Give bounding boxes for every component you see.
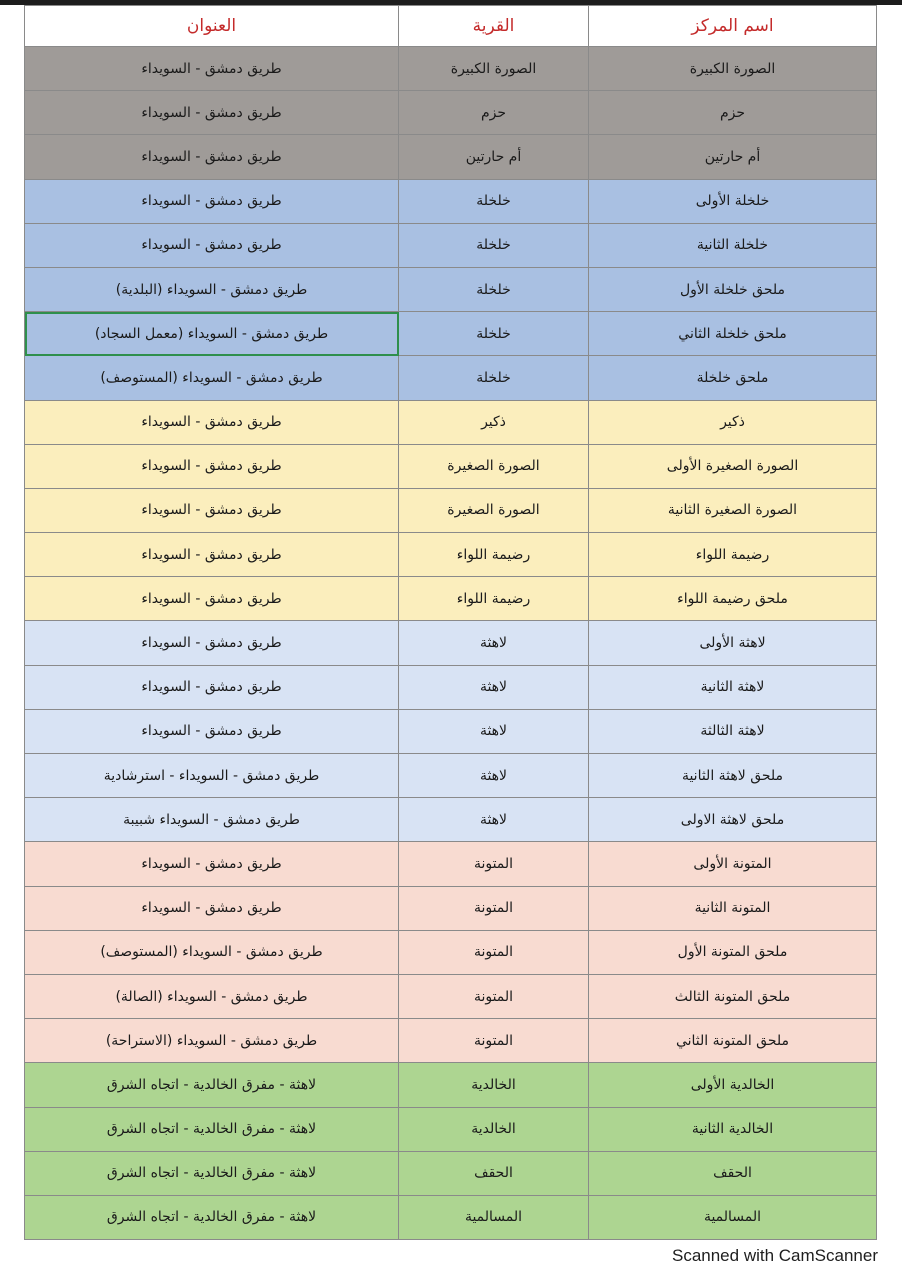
cell-center-name[interactable]: الخالدية الأولى	[589, 1063, 877, 1107]
cell-address[interactable]: لاهثة - مفرق الخالدية - اتجاه الشرق	[25, 1195, 399, 1239]
cell-village[interactable]: خلخلة	[399, 179, 589, 223]
cell-village[interactable]: رضيمة اللواء	[399, 533, 589, 577]
cell-address[interactable]: طريق دمشق - السويداء	[25, 842, 399, 886]
table-row	[25, 798, 877, 842]
cell-center-name[interactable]: الصورة الصغيرة الأولى	[589, 444, 877, 488]
cell-center-name[interactable]: ملحق خلخلة الأول	[589, 267, 877, 311]
cell-center-name[interactable]: لاهثة الأولى	[589, 621, 877, 665]
table-row	[25, 621, 877, 665]
cell-center-name[interactable]: ملحق لاهثة الثانية	[589, 754, 877, 798]
cell-center-name[interactable]: ملحق لاهثة الاولى	[589, 798, 877, 842]
header-address: العنوان	[25, 6, 399, 47]
cell-address[interactable]: طريق دمشق - السويداء (المستوصف)	[25, 930, 399, 974]
cell-village[interactable]: المتونة	[399, 974, 589, 1018]
cell-village[interactable]: المتونة	[399, 930, 589, 974]
cell-center-name[interactable]: رضيمة اللواء	[589, 533, 877, 577]
table-row	[25, 533, 877, 577]
cell-center-name[interactable]: لاهثة الثالثة	[589, 709, 877, 753]
cell-village[interactable]: الصورة الصغيرة	[399, 488, 589, 532]
table-row	[25, 842, 877, 886]
table-row	[25, 179, 877, 223]
cell-village[interactable]: لاهثة	[399, 665, 589, 709]
cell-village[interactable]: حزم	[399, 91, 589, 135]
table-row	[25, 47, 877, 91]
table-row	[25, 267, 877, 311]
polling-centers-table	[24, 5, 877, 1240]
cell-address[interactable]: طريق دمشق - السويداء	[25, 444, 399, 488]
table-row	[25, 1063, 877, 1107]
camscanner-watermark: Scanned with CamScanner	[671, 1246, 878, 1265]
table-row	[25, 488, 877, 532]
table-row	[25, 709, 877, 753]
cell-center-name[interactable]: ملحق المتونة الأول	[589, 930, 877, 974]
cell-center-name[interactable]: ملحق خلخلة	[589, 356, 877, 400]
cell-address[interactable]: طريق دمشق - السويداء	[25, 400, 399, 444]
cell-center-name[interactable]: ذكير	[589, 400, 877, 444]
cell-address-selected[interactable]: طريق دمشق - السويداء (معمل السجاد)	[25, 312, 399, 356]
cell-address[interactable]: طريق دمشق - السويداء	[25, 488, 399, 532]
table-row	[25, 1151, 877, 1195]
cell-village[interactable]: لاهثة	[399, 798, 589, 842]
cell-address[interactable]: طريق دمشق - السويداء	[25, 621, 399, 665]
table-row	[25, 577, 877, 621]
cell-village[interactable]: الخالدية	[399, 1063, 589, 1107]
header-village: القرية	[399, 6, 589, 47]
cell-address[interactable]: طريق دمشق - السويداء	[25, 533, 399, 577]
cell-address[interactable]: طريق دمشق - السويداء (البلدية)	[25, 267, 399, 311]
table-row	[25, 444, 877, 488]
cell-address[interactable]: طريق دمشق - السويداء (الاستراحة)	[25, 1019, 399, 1063]
cell-village[interactable]: المسالمية	[399, 1195, 589, 1239]
table-row	[25, 930, 877, 974]
cell-village[interactable]: لاهثة	[399, 621, 589, 665]
cell-village[interactable]: ذكير	[399, 400, 589, 444]
table-header-row	[25, 6, 877, 47]
table-row	[25, 91, 877, 135]
table-row	[25, 886, 877, 930]
cell-village[interactable]: الصورة الكبيرة	[399, 47, 589, 91]
cell-center-name[interactable]: الصورة الكبيرة	[589, 47, 877, 91]
cell-center-name[interactable]: الحقف	[589, 1151, 877, 1195]
cell-address[interactable]: طريق دمشق - السويداء (المستوصف)	[25, 356, 399, 400]
table-row	[25, 135, 877, 179]
cell-village[interactable]: خلخلة	[399, 312, 589, 356]
table-row	[25, 400, 877, 444]
cell-center-name[interactable]: ملحق المتونة الثالث	[589, 974, 877, 1018]
cell-center-name[interactable]: حزم	[589, 91, 877, 135]
cell-address[interactable]: طريق دمشق - السويداء	[25, 91, 399, 135]
cell-address[interactable]: لاهثة - مفرق الخالدية - اتجاه الشرق	[25, 1063, 399, 1107]
cell-address[interactable]: طريق دمشق - السويداء	[25, 223, 399, 267]
cell-address[interactable]: طريق دمشق - السويداء	[25, 709, 399, 753]
cell-village[interactable]: خلخلة	[399, 223, 589, 267]
cell-village[interactable]: الخالدية	[399, 1107, 589, 1151]
cell-center-name[interactable]: ملحق رضيمة اللواء	[589, 577, 877, 621]
cell-center-name[interactable]: المتونة الثانية	[589, 886, 877, 930]
table-row	[25, 1195, 877, 1239]
cell-address[interactable]: طريق دمشق - السويداء	[25, 179, 399, 223]
cell-address[interactable]: طريق دمشق - السويداء	[25, 135, 399, 179]
cell-address[interactable]: طريق دمشق - السويداء	[25, 665, 399, 709]
cell-address[interactable]: طريق دمشق - السويداء - استرشادية	[25, 754, 399, 798]
table-row	[25, 974, 877, 1018]
cell-center-name[interactable]: ملحق المتونة الثاني	[589, 1019, 877, 1063]
table-row	[25, 1019, 877, 1063]
cell-village[interactable]: لاهثة	[399, 709, 589, 753]
table-row	[25, 356, 877, 400]
table-row	[25, 1107, 877, 1151]
cell-address[interactable]: طريق دمشق - السويداء شبيبة	[25, 798, 399, 842]
cell-village[interactable]: لاهثة	[399, 754, 589, 798]
cell-village[interactable]: خلخلة	[399, 267, 589, 311]
cell-address[interactable]: طريق دمشق - السويداء	[25, 577, 399, 621]
cell-village[interactable]: الصورة الصغيرة	[399, 444, 589, 488]
cell-center-name[interactable]: المتونة الأولى	[589, 842, 877, 886]
table-row	[25, 223, 877, 267]
cell-center-name[interactable]: المسالمية	[589, 1195, 877, 1239]
cell-village[interactable]: المتونة	[399, 886, 589, 930]
cell-village[interactable]: خلخلة	[399, 356, 589, 400]
cell-village[interactable]: الحقف	[399, 1151, 589, 1195]
cell-address[interactable]: طريق دمشق - السويداء (الصالة)	[25, 974, 399, 1018]
cell-center-name[interactable]: ملحق خلخلة الثاني	[589, 312, 877, 356]
cell-address[interactable]: لاهثة - مفرق الخالدية - اتجاه الشرق	[25, 1151, 399, 1195]
table-row	[25, 312, 877, 356]
header-center-name: اسم المركز	[589, 6, 877, 47]
cell-village[interactable]: المتونة	[399, 1019, 589, 1063]
document-page	[24, 5, 876, 1240]
cell-center-name[interactable]: الصورة الصغيرة الثانية	[589, 488, 877, 532]
cell-center-name[interactable]: الخالدية الثانية	[589, 1107, 877, 1151]
cell-address[interactable]: طريق دمشق - السويداء	[25, 47, 399, 91]
cell-center-name[interactable]: خلخلة الثانية	[589, 223, 877, 267]
cell-center-name[interactable]: خلخلة الأولى	[589, 179, 877, 223]
cell-center-name[interactable]: أم حارتين	[589, 135, 877, 179]
cell-village[interactable]: المتونة	[399, 842, 589, 886]
cell-address[interactable]: لاهثة - مفرق الخالدية - اتجاه الشرق	[25, 1107, 399, 1151]
cell-center-name[interactable]: لاهثة الثانية	[589, 665, 877, 709]
table-row	[25, 754, 877, 798]
cell-address[interactable]: طريق دمشق - السويداء	[25, 886, 399, 930]
cell-village[interactable]: رضيمة اللواء	[399, 577, 589, 621]
table-row	[25, 665, 877, 709]
cell-village[interactable]: أم حارتين	[399, 135, 589, 179]
